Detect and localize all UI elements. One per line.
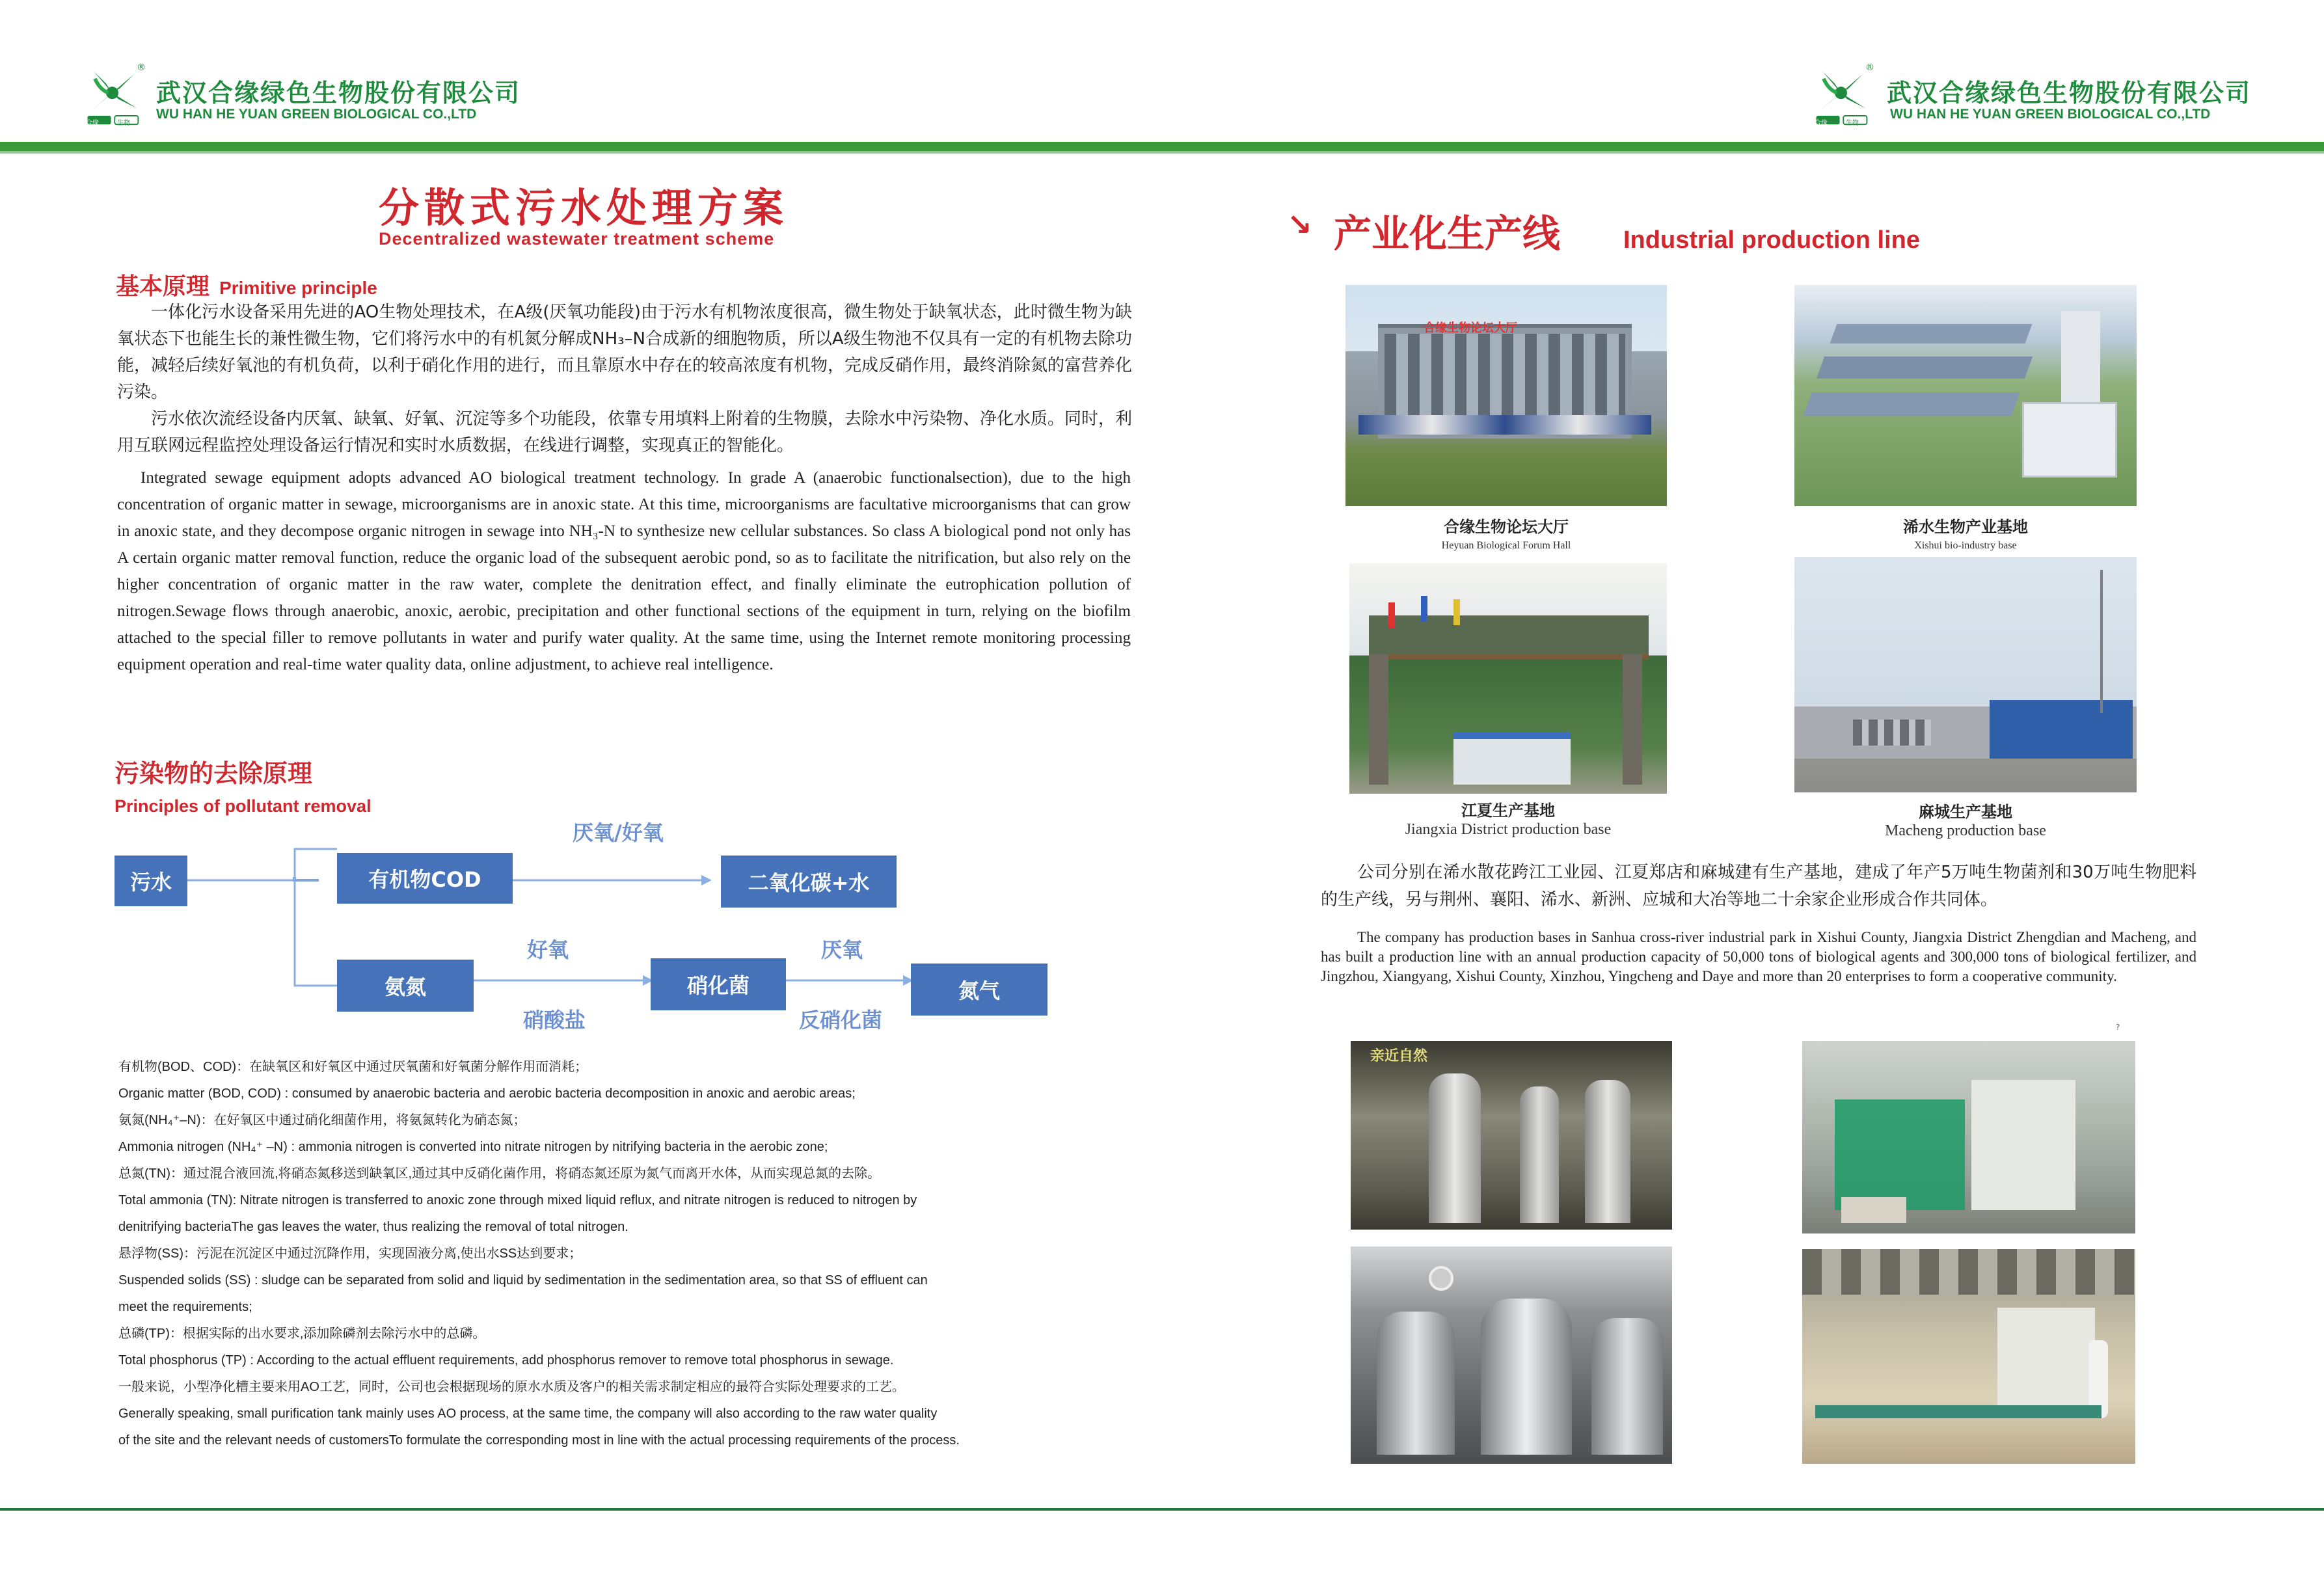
company-name-cn-right: 武汉合缘绿色生物股份有限公司 — [1887, 79, 2252, 107]
flow-label-anaerobic: 厌氧 — [821, 937, 863, 962]
logo-text-left: 合缘 — [1815, 120, 1828, 127]
logo-text-left: 合缘 — [86, 120, 99, 127]
principle-para-1-cn: 一体化污水设备采用先进的AO生物处理技术，在A级(厌氧功能段)由于污水有机物浓度很高，微生物处于缺氧状态，此时微生物为缺氧状态下也能生长的兼性微生物，它们将污水中的有机氮分解成NH₃–N合成新的细胞物质，所以A级生物池不仅具有一定的有机物去除功能，减轻后续好氧池的有机负荷，以利于硝化作用的进行，而且靠原水中存在的较高浓度有机物，完成反硝作用，最终消除氮的富营养化污染。 — [117, 303, 1133, 402]
caption-xishui-base-en: Xishui bio-industry base — [1914, 540, 2017, 551]
note-line: 悬浮物(SS)：污泥在沉淀区中通过沉降作用，实现固液分离,使出水SS达到要求； — [118, 1247, 582, 1261]
flow-label-denitrify: 反硝化菌 — [799, 1008, 883, 1032]
note-line: 氨氮(NH₄⁺–N)：在好氧区中通过硝化细菌作用，将氨氮转化为硝态氮； — [118, 1113, 526, 1127]
photo-packaging-line — [1802, 1041, 2135, 1233]
right-body-cn: 公司分别在浠水散花跨江工业园、江夏郑店和麻城建有生产基地，建成了年产5万吨生物菌剂和30万吨生物肥料的生产线，另与荆州、襄阳、浠水、新洲、应城和大冶等地二十余家企业形成合作共同体。 — [1321, 863, 2196, 910]
company-name-cn-left: 武汉合缘绿色生物股份有限公司 — [156, 79, 521, 107]
page-mark: ? — [2116, 1023, 2120, 1032]
principle-para-2-cn: 污水依次流经设备内厌氧、缺氧、好氧、沉淀等多个功能段，依靠专用填料上附着的生物膜，去除水中污染物、净化水质。同时，利用互联网远程监控处理设备运行情况和实时水质数据，在线进行调整，实现真正的智能化。 — [117, 409, 1133, 455]
right-title-cn: 产业化生产线 — [1334, 211, 1561, 256]
flow-box-nitrifier: 硝化菌 — [651, 958, 786, 1010]
caption-forum-hall-cn: 合缘生物论坛大厅 — [1444, 518, 1569, 536]
page-header — [0, 0, 2324, 156]
note-line: Suspended solids (SS) : sludge can be separated from solid and liquid by sedimentation in the sedimentation area, so that SS of effluent can — [118, 1273, 928, 1287]
photo-forum-hall — [1345, 285, 1667, 506]
note-line: 有机物(BOD、COD)：在缺氧区和好氧区中通过厌氧菌和好氧菌分解作用而消耗； — [118, 1060, 588, 1074]
caption-xishui-base-cn: 浠水生物产业基地 — [1903, 518, 2028, 536]
left-title-en: Decentralized wastewater treatment scheme — [379, 229, 775, 249]
photo-macheng-base — [1794, 557, 2137, 792]
photo-reactors — [1351, 1247, 1672, 1464]
removal-flow-diagram — [109, 810, 1066, 1044]
factory-sign: 亲近自然 — [1370, 1048, 1428, 1064]
registered-mark: ® — [1865, 62, 1874, 73]
principle-heading-cn: 基本原理 — [116, 273, 210, 300]
flow-label-nitrate: 硝酸盐 — [523, 1008, 586, 1032]
caption-macheng-base-cn: 麻城生产基地 — [1919, 803, 2012, 821]
note-line: denitrifying bacteriaThe gas leaves the water, thus realizing the removal of total nitrogen. — [118, 1220, 628, 1234]
caption-jiangxia-base-cn: 江夏生产基地 — [1461, 802, 1555, 820]
photo-workshop — [1802, 1249, 2135, 1464]
logo-text-right: 生物 — [1846, 120, 1859, 127]
note-line: Total phosphorus (TP) : According to the actual effluent requirements, add phosphorus remover to remove total phosphorus in sewage. — [118, 1353, 894, 1368]
caption-forum-hall-en: Heyuan Biological Forum Hall — [1441, 540, 1571, 551]
flow-box-sewage: 污水 — [115, 856, 187, 906]
photo-fermenters — [1351, 1041, 1672, 1230]
header-band — [0, 142, 2324, 151]
caption-jiangxia-base-en: Jiangxia District production base — [1405, 821, 1612, 838]
note-line: Total ammonia (TN): Nitrate nitrogen is transferred to anoxic zone through mixed liquid reflux, and nitrate nitrogen is reduced to nitrogen by — [118, 1193, 917, 1207]
footer-line — [0, 1508, 2324, 1511]
photo-jiangxia-base — [1349, 563, 1667, 794]
left-title-cn: 分散式污水处理方案 — [379, 184, 789, 232]
principle-para-en: Integrated sewage equipment adopts advanced AO biological treatment technology. In grade A (anaerobic functionalsection), due to the high concentration of organic matter in sewage, microorganisms are in anoxic state. At this time, microorganisms are facultative microorganisms that can grow in anoxic state, and they decompose organic nitrogen in sewage into NH₃-N to synthesize new cellular substances. So class A biological pond not only has A certain organic matter removal function, reduce the organic load of the subsequent aerobic pond, so as to facilitate the nitrification, but also rely on the higher concentration of organic matter in the raw water, complete the denitration effect, and finally eliminate the eutrophication pollution of nitrogen.Sewage flows through anaerobic, anoxic, aerobic, precipitation and other functional sections of the equipment in turn, relying on the biofilm attached to the special filler to remove pollutants in water and purify water quality. At the same time, using the Internet remote monitoring processing equipment operation and real-time water quality data, online adjustment, to achieve real intelligence. — [117, 469, 1131, 673]
principle-heading — [116, 268, 377, 301]
flow-box-organic: 有机物COD — [337, 853, 513, 904]
note-line: Organic matter (BOD, COD) : consumed by anaerobic bacteria and aerobic bacteria decomposition in anoxic and aerobic areas; — [118, 1086, 856, 1101]
note-line: Generally speaking, small purification tank mainly uses AO process, at the same time, the company will also according to the raw water quality — [118, 1407, 938, 1421]
note-line: 总氮(TN)：通过混合液回流,将硝态氮移送到缺氧区,通过其中反硝化菌作用，将硝态氮还原为氮气而离开水体，从而实现总氮的去除。 — [118, 1166, 881, 1181]
removal-heading-en: Principles of pollutant removal — [115, 796, 372, 816]
logo-text-right: 生物 — [117, 120, 130, 127]
arrow-icon: ↘ — [1287, 207, 1312, 242]
note-line: Ammonia nitrogen (NH₄⁺ –N) : ammonia nitrogen is converted into nitrate nitrogen by nitrifying bacteria in the aerobic zone; — [118, 1140, 828, 1154]
right-title-en: Industrial production line — [1623, 226, 1920, 254]
right-body-en: The company has production bases in Sanhua cross-river industrial park in Xishui County, Jiangxia District Zhengdian and Macheng, and has built a production line with an annual production capacity of 50,000 tons of biological agents and 300,000 tons of biological fertilizer, and Jingzhou, Xiangyang, Xishui County, Xinzhou, Yingcheng and Daye and more than 20 enterprises to form a cooperative community. — [1321, 929, 2196, 984]
flow-box-nitrogen: 氮气 — [911, 964, 1047, 1016]
flow-box-ammonia: 氨氮 — [337, 960, 474, 1012]
company-name-en-right: WU HAN HE YUAN GREEN BIOLOGICAL CO.,LTD — [1890, 107, 2211, 122]
note-line: of the site and the relevant needs of customersTo formulate the corresponding most in line with the actual processing requirements of the process. — [118, 1433, 960, 1448]
principle-heading-en: Primitive principle — [219, 278, 377, 298]
company-name-en-left: WU HAN HE YUAN GREEN BIOLOGICAL CO.,LTD — [156, 107, 477, 122]
flow-box-co2-water: 二氧化碳+水 — [721, 856, 897, 908]
registered-mark: ® — [137, 62, 146, 73]
caption-macheng-base-en: Macheng production base — [1885, 822, 2046, 839]
header-band-shadow — [0, 151, 2324, 154]
removal-heading-cn: 污染物的去除原理 — [115, 759, 313, 788]
note-line: meet the requirements; — [118, 1300, 252, 1314]
flow-label-aerobic: 好氧 — [527, 937, 569, 962]
photo-xishui-base — [1794, 285, 2137, 506]
note-line: 一般来说，小型净化槽主要来用AO工艺，同时，公司也会根据现场的原水水质及客户的相关需求制定相应的最符合实际处理要求的工艺。 — [118, 1380, 905, 1394]
flow-label-anaerobic-aerobic: 厌氧/好氧 — [573, 820, 664, 845]
note-line: 总磷(TP)：根据实际的出水要求,添加除磷剂去除污水中的总磷。 — [118, 1327, 486, 1341]
removal-notes — [118, 1054, 1107, 1454]
forum-hall-sign: 合缘生物论坛大厅 — [1424, 321, 1517, 335]
